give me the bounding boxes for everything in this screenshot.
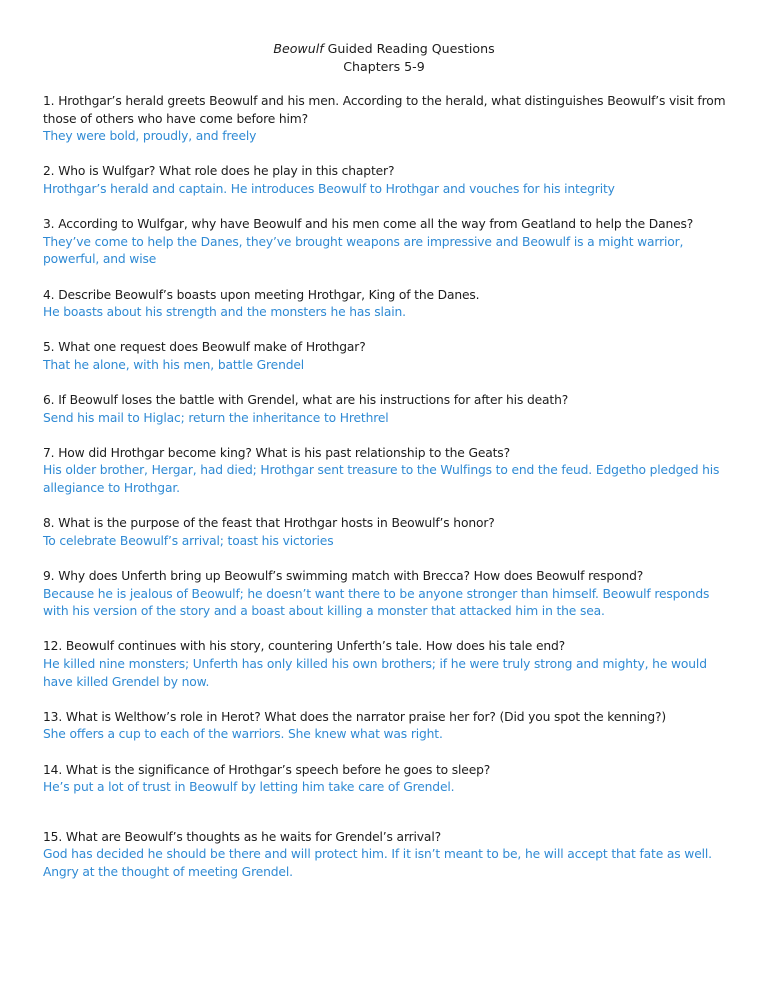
question-text: 6. If Beowulf loses the battle with Grendel, what are his instructions for after his death? (43, 393, 569, 408)
question-text: 7. How did Hrothgar become king? What is his past relationship to the Geats? (43, 445, 510, 460)
answer-text: They were bold, proudly, and freely (43, 129, 257, 144)
answer-text: His older brother, Hergar, had died; Hrothgar sent treasure to the Wulfings to end the feud. Edgetho pledged his allegiance to Hrothgar. (43, 463, 720, 496)
question-text: 3. According to Wulfgar, why have Beowulf and his men come all the way from Geatland to help the Danes? (43, 217, 694, 232)
question-text: 1. Hrothgar’s herald greets Beowulf and his men. According to the herald, what distinguishes Beowulf’s visit from those of others who have come before him? (43, 94, 726, 126)
qa-item-8 (43, 515, 733, 550)
answer-text: God has decided he should be there and will protect him. If it isn’t meant to be, he will accept that fate as well. Angry at the thought of meeting Grendel. (43, 847, 712, 879)
qa-item-13 (43, 709, 733, 744)
qa-item-15 (43, 829, 733, 882)
title-rest: Guided Reading Questions (323, 41, 495, 56)
question-text: 4. Describe Beowulf’s boasts upon meeting Hrothgar, King of the Danes. (43, 287, 480, 302)
answer-text: Send his mail to Higlac; return the inheritance to Hrethrel (43, 410, 389, 425)
document-page (43, 40, 733, 899)
question-text: 2. Who is Wulfgar? What role does he play in this chapter? (43, 164, 395, 179)
question-text: 12. Beowulf continues with his story, countering Unferth’s tale. How does his tale end? (43, 639, 566, 654)
question-text: 15. What are Beowulf’s thoughts as he waits for Grendel’s arrival? (43, 829, 441, 844)
qa-item-3 (43, 216, 733, 269)
answer-text: To celebrate Beowulf’s arrival; toast his victories (43, 533, 334, 548)
answer-text: He’s put a lot of trust in Beowulf by letting him take care of Grendel. (43, 780, 455, 795)
question-text: 8. What is the purpose of the feast that Hrothgar hosts in Beowulf’s honor? (43, 516, 495, 531)
qa-item-9 (43, 568, 733, 621)
qa-item-12 (43, 638, 733, 691)
document-subtitle: Chapters 5-9 (343, 58, 425, 74)
qa-item-2 (43, 163, 733, 198)
answer-text: Hrothgar’s herald and captain. He introduces Beowulf to Hrothgar and vouches for his integrity (43, 181, 615, 196)
question-text: 9. Why does Unferth bring up Beowulf’s swimming match with Brecca? How does Beowulf respond? (43, 569, 644, 584)
answer-text: He killed nine monsters; Unferth has only killed his own brothers; if he were truly strong and mighty, he would have killed Grendel by now. (43, 657, 707, 689)
answer-text: She offers a cup to each of the warriors. She knew what was right. (43, 727, 443, 742)
question-text: 13. What is Welthow’s role in Herot? What does the narrator praise her for? (Did you spot the kenning?) (43, 709, 667, 724)
qa-item-1 (43, 93, 733, 146)
question-text: 14. What is the significance of Hrothgar’s speech before he goes to sleep? (43, 762, 491, 777)
title-italic: Beowulf (273, 41, 324, 56)
answer-text: That he alone, with his men, battle Grendel (43, 357, 305, 372)
qa-item-4 (43, 287, 733, 322)
answer-text: Because he is jealous of Beowulf; he doesn’t want there to be anyone stronger than himself. Beowulf responds with his version of the story and a boast about killing a monster that attacked him in the sea. (43, 586, 710, 619)
qa-item-7 (43, 445, 733, 498)
qa-item-5 (43, 339, 733, 374)
qa-item-6 (43, 392, 733, 427)
document-title (0, 40, 768, 58)
answer-text: They’ve come to help the Danes, they’ve brought weapons are impressive and Beowulf is a might warrior, powerful, and wise (43, 234, 684, 267)
document-header (0, 40, 768, 75)
qa-item-14 (43, 762, 733, 797)
answer-text: He boasts about his strength and the monsters he has slain. (43, 305, 406, 320)
question-text: 5. What one request does Beowulf make of Hrothgar? (43, 340, 366, 355)
